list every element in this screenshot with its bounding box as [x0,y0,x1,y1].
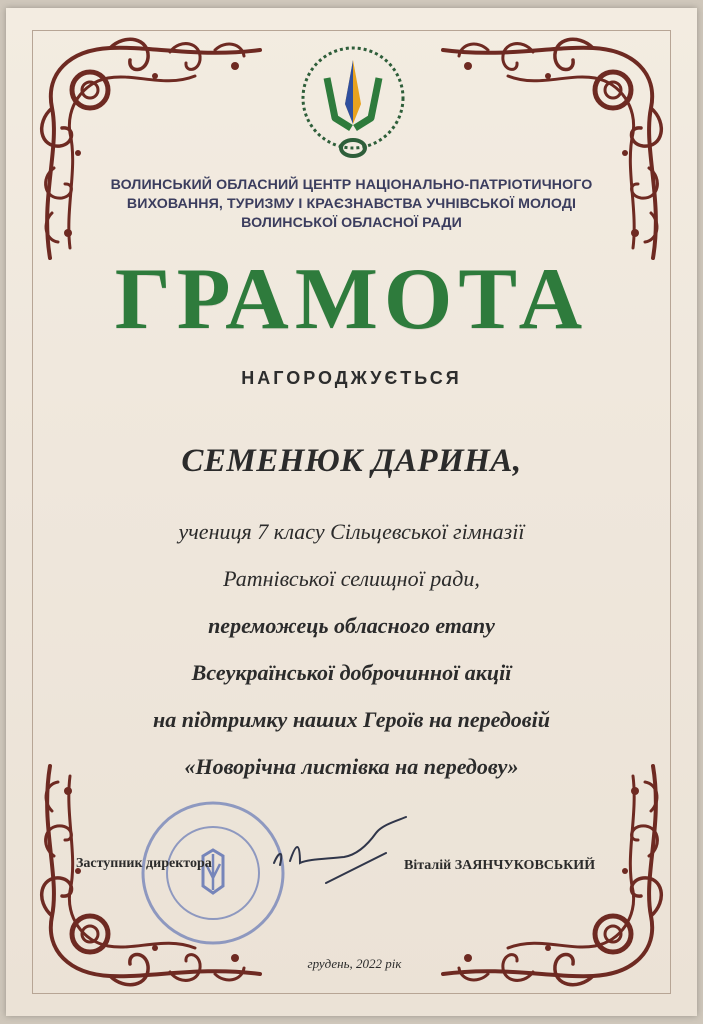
award-description [66,508,637,790]
signature-icon [256,813,416,893]
signatory-name: Віталій ЗАЯНЧУКОВСЬКИЙ [404,858,596,873]
description-line: переможець обласного етапу [208,613,495,638]
organization-name [66,176,637,233]
description-line: «Новорічна листівка на передову» [184,754,519,779]
description-line: на підтримку наших Героїв на передовій [153,707,550,732]
certificate-title: ГРАМОТА [114,251,589,348]
organization-line: ВОЛИНСЬКИЙ ОБЛАСНИЙ ЦЕНТР НАЦІОНАЛЬНО-ПАТРІОТИЧНОГО [110,177,593,193]
recipient-name: СЕМЕНЮК ДАРИНА, [181,443,522,479]
signatory-role: Заступник директора [76,856,212,871]
description-line: Ратнівської селищної ради, [223,566,480,591]
organization-line: ВОЛИНСЬКОЇ ОБЛАСНОЇ РАДИ [241,215,462,231]
awarded-label: НАГОРОДЖУЄТЬСЯ [241,368,462,388]
trident-emblem-icon [291,40,415,164]
description-line: Всеукраїнської доброчинної акції [191,660,512,685]
issue-date: грудень, 2022 рік [307,956,402,971]
certificate-sheet [6,8,697,1016]
organization-line: ВИХОВАННЯ, ТУРИЗМУ І КРАЄЗНАВСТВА УЧНІВСЬКОЇ МОЛОДІ [126,196,577,212]
description-line: учениця 7 класу Сільцевської гімназії [178,519,525,544]
